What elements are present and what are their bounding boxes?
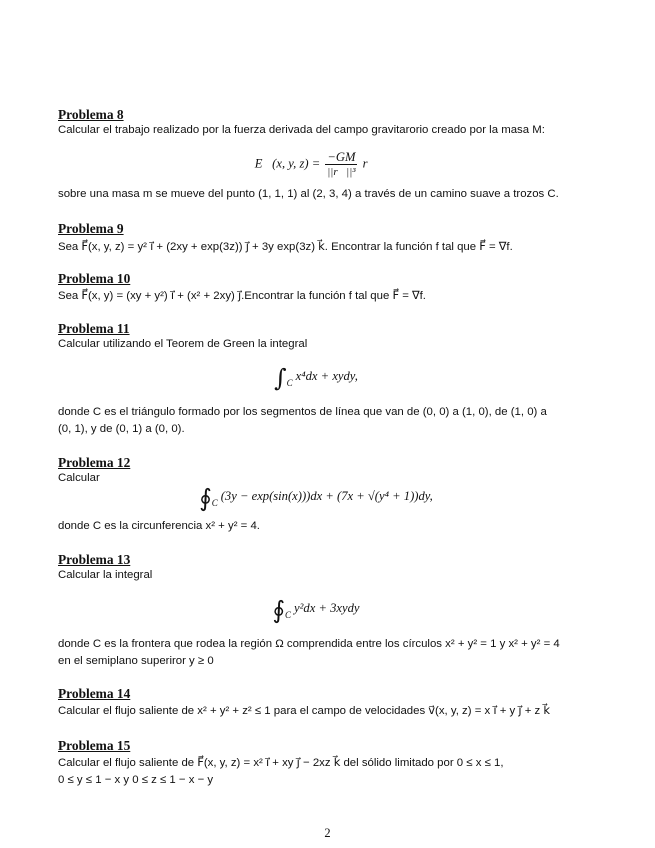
problem-13-cont [58, 636, 574, 670]
problem-title: Problema 13 [58, 552, 131, 567]
page-number: 2 [324, 826, 331, 840]
display-formula [58, 596, 574, 624]
problem-12 [58, 455, 574, 487]
problem-text: en el semiplano superiror y ≥ 0 [58, 655, 214, 667]
problem-text: donde C es la circunferencia x² + y² = 4. [58, 520, 260, 532]
problem-13-formula [58, 596, 574, 626]
problem-text: Calcular [58, 472, 100, 484]
integrand: y²dx + 3xydy [294, 601, 360, 615]
problem-13 [58, 552, 574, 584]
problem-9 [58, 221, 574, 256]
problem-title: Problema 11 [58, 321, 130, 336]
problem-11-formula [58, 364, 574, 394]
integrand: (3y − exp(sin(x)))dx + (7x + √(y⁴ + 1))dy, [220, 489, 433, 503]
problem-12-cont [58, 518, 574, 535]
display-formula [58, 484, 574, 512]
problem-11-cont [58, 404, 574, 438]
problem-text: donde C es la frontera que rodea la región Ω comprendida entre los círculos x² + y² = 1 y x² + y² = 4 [58, 638, 560, 650]
integral-subscript: C [285, 610, 292, 620]
problem-8-cont [58, 186, 574, 203]
display-formula [58, 150, 574, 179]
problem-text: 0 ≤ y ≤ 1 − x y 0 ≤ z ≤ 1 − x − y [58, 774, 214, 786]
display-formula [58, 364, 574, 392]
problem-14 [58, 686, 574, 720]
problem-text: (0, 1), y de (0, 1) a (0, 0). [58, 423, 185, 435]
problem-15 [58, 738, 574, 789]
problem-title: Problema 12 [58, 455, 131, 470]
problem-text: Sea F⃗(x, y, z) = y² i⃗ + (2xy + exp(3z)) j⃗ + 3y exp(3z) k⃗. Encontrar la función f tal que F⃗ = ∇f. [58, 241, 513, 253]
problem-text: Calcular utilizando el Teorem de Green la integral [58, 338, 308, 350]
problem-title: Problema 9 [58, 221, 124, 236]
problem-title: Problema 10 [58, 271, 131, 286]
problem-8-formula [58, 150, 574, 180]
integrand: x⁴dx + xydy, [295, 369, 358, 383]
problem-text: sobre una masa m se mueve del punto (1, 1, 1) al (2, 3, 4) a través de un camino suave a trozos C. [58, 188, 559, 200]
integral-subscript: C [286, 378, 293, 388]
integral-subscript: C [211, 498, 218, 508]
problem-text: Calcular el flujo saliente de F⃗(x, y, z) = x² i⃗ + xy j⃗ − 2xz k⃗ del sólido limitado por 0 ≤ x ≤ 1, [58, 757, 504, 769]
problem-text: Sea F⃗(x, y) = (xy + y²) i⃗ + (x² + 2xy) j⃗.Encontrar la función f tal que F⃗ = ∇f. [58, 290, 426, 302]
problem-text: Calcular el trabajo realizado por la fuerza derivada del campo gravitarorio creado por la masa M: [58, 124, 545, 136]
formula-lhs: E⃗(x, y, z) = [254, 156, 321, 171]
fraction-denominator: ||r⃗||³ [327, 166, 356, 178]
problem-title: Problema 14 [58, 686, 131, 701]
problem-11 [58, 321, 574, 353]
formula-rhs: r⃗ [362, 156, 378, 171]
fraction-numerator: −GM [327, 150, 356, 164]
integral-sign: ∮ [199, 484, 212, 512]
problem-text: donde C es el triángulo formado por los segmentos de línea que van de (0, 0) a (1, 0), de (1, 0) a [58, 406, 547, 418]
fraction [325, 150, 357, 179]
problem-12-formula [58, 484, 574, 514]
problem-text: Calcular la integral [58, 569, 153, 581]
problem-8 [58, 107, 574, 139]
problem-title: Problema 8 [58, 107, 124, 122]
problem-text: Calcular el flujo saliente de x² + y² + z² ≤ 1 para el campo de velocidades v⃗(x, y, z) = x i⃗ + y j⃗ + z k⃗ [58, 705, 550, 717]
integral-sign: ∮ [272, 596, 286, 624]
problem-10 [58, 271, 574, 305]
integral-sign: ∫ [274, 364, 287, 392]
problem-title: Problema 15 [58, 738, 131, 753]
